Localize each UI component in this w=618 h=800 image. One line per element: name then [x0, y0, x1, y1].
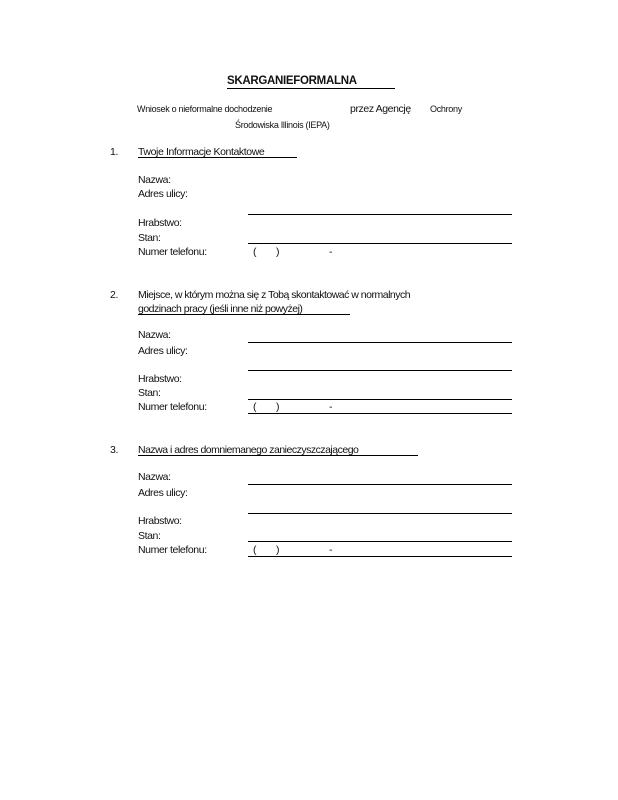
phone-input-line[interactable]: [248, 556, 512, 557]
heading-underline: [138, 314, 350, 315]
phone-paren-close: ): [276, 246, 280, 258]
state-label: Stan:: [138, 530, 161, 542]
section-heading-line1: Miejsce, w którym można się z Tobą skontaktować w normalnych: [138, 289, 411, 301]
street-label: Adres ulicy:: [138, 487, 188, 499]
street-input-line[interactable]: [248, 214, 512, 215]
name-label: Nazwa:: [138, 329, 171, 341]
phone-dash: -: [329, 246, 333, 258]
phone-label: Numer telefonu:: [138, 401, 207, 413]
phone-label: Numer telefonu:: [138, 246, 207, 258]
subtitle-right: Ochrony: [430, 104, 462, 114]
section-number: 2.: [110, 289, 118, 301]
phone-paren-open: (: [253, 401, 257, 413]
phone-paren-close: ): [276, 401, 280, 413]
section-heading-line2: godzinach pracy (jeśli inne niż powyżej): [138, 303, 303, 315]
county-label: Hrabstwo:: [138, 373, 182, 385]
street-label: Adres ulicy:: [138, 345, 188, 357]
name-label: Nazwa:: [138, 174, 171, 186]
phone-input-line[interactable]: [248, 413, 512, 414]
section-number: 1.: [110, 146, 118, 158]
phone-paren-close: ): [276, 544, 280, 556]
subtitle-left: Wniosek o nieformalne dochodzenie: [137, 104, 273, 114]
state-label: Stan:: [138, 232, 161, 244]
phone-label: Numer telefonu:: [138, 544, 207, 556]
street-label: Adres ulicy:: [138, 188, 188, 200]
phone-paren-open: (: [253, 544, 257, 556]
street-input-line[interactable]: [248, 370, 512, 371]
phone-dash: -: [329, 544, 333, 556]
street-input-line[interactable]: [248, 513, 512, 514]
phone-paren-open: (: [253, 246, 257, 258]
section-heading: Twoje Informacje Kontaktowe: [138, 146, 265, 158]
section-heading: Nazwa i adres domniemanego zanieczyszczającego: [138, 444, 359, 456]
subtitle-line2: Środowiska Illinois (IEPA): [235, 120, 330, 130]
subtitle-middle: przez Agencję: [350, 103, 411, 115]
form-title: SKARGANIEFORMALNA: [227, 75, 357, 87]
section-number: 3.: [110, 444, 118, 456]
heading-underline: [138, 455, 418, 456]
state-input-line[interactable]: [248, 399, 512, 400]
name-input-line[interactable]: [248, 484, 512, 485]
state-label: Stan:: [138, 387, 161, 399]
heading-underline: [138, 157, 297, 158]
county-label: Hrabstwo:: [138, 515, 182, 527]
title-underline: [227, 88, 395, 89]
state-input-line[interactable]: [248, 541, 512, 542]
name-input-line[interactable]: [248, 342, 512, 343]
state-input-line[interactable]: [248, 243, 512, 244]
name-label: Nazwa:: [138, 471, 171, 483]
phone-dash: -: [329, 401, 333, 413]
county-label: Hrabstwo:: [138, 217, 182, 229]
